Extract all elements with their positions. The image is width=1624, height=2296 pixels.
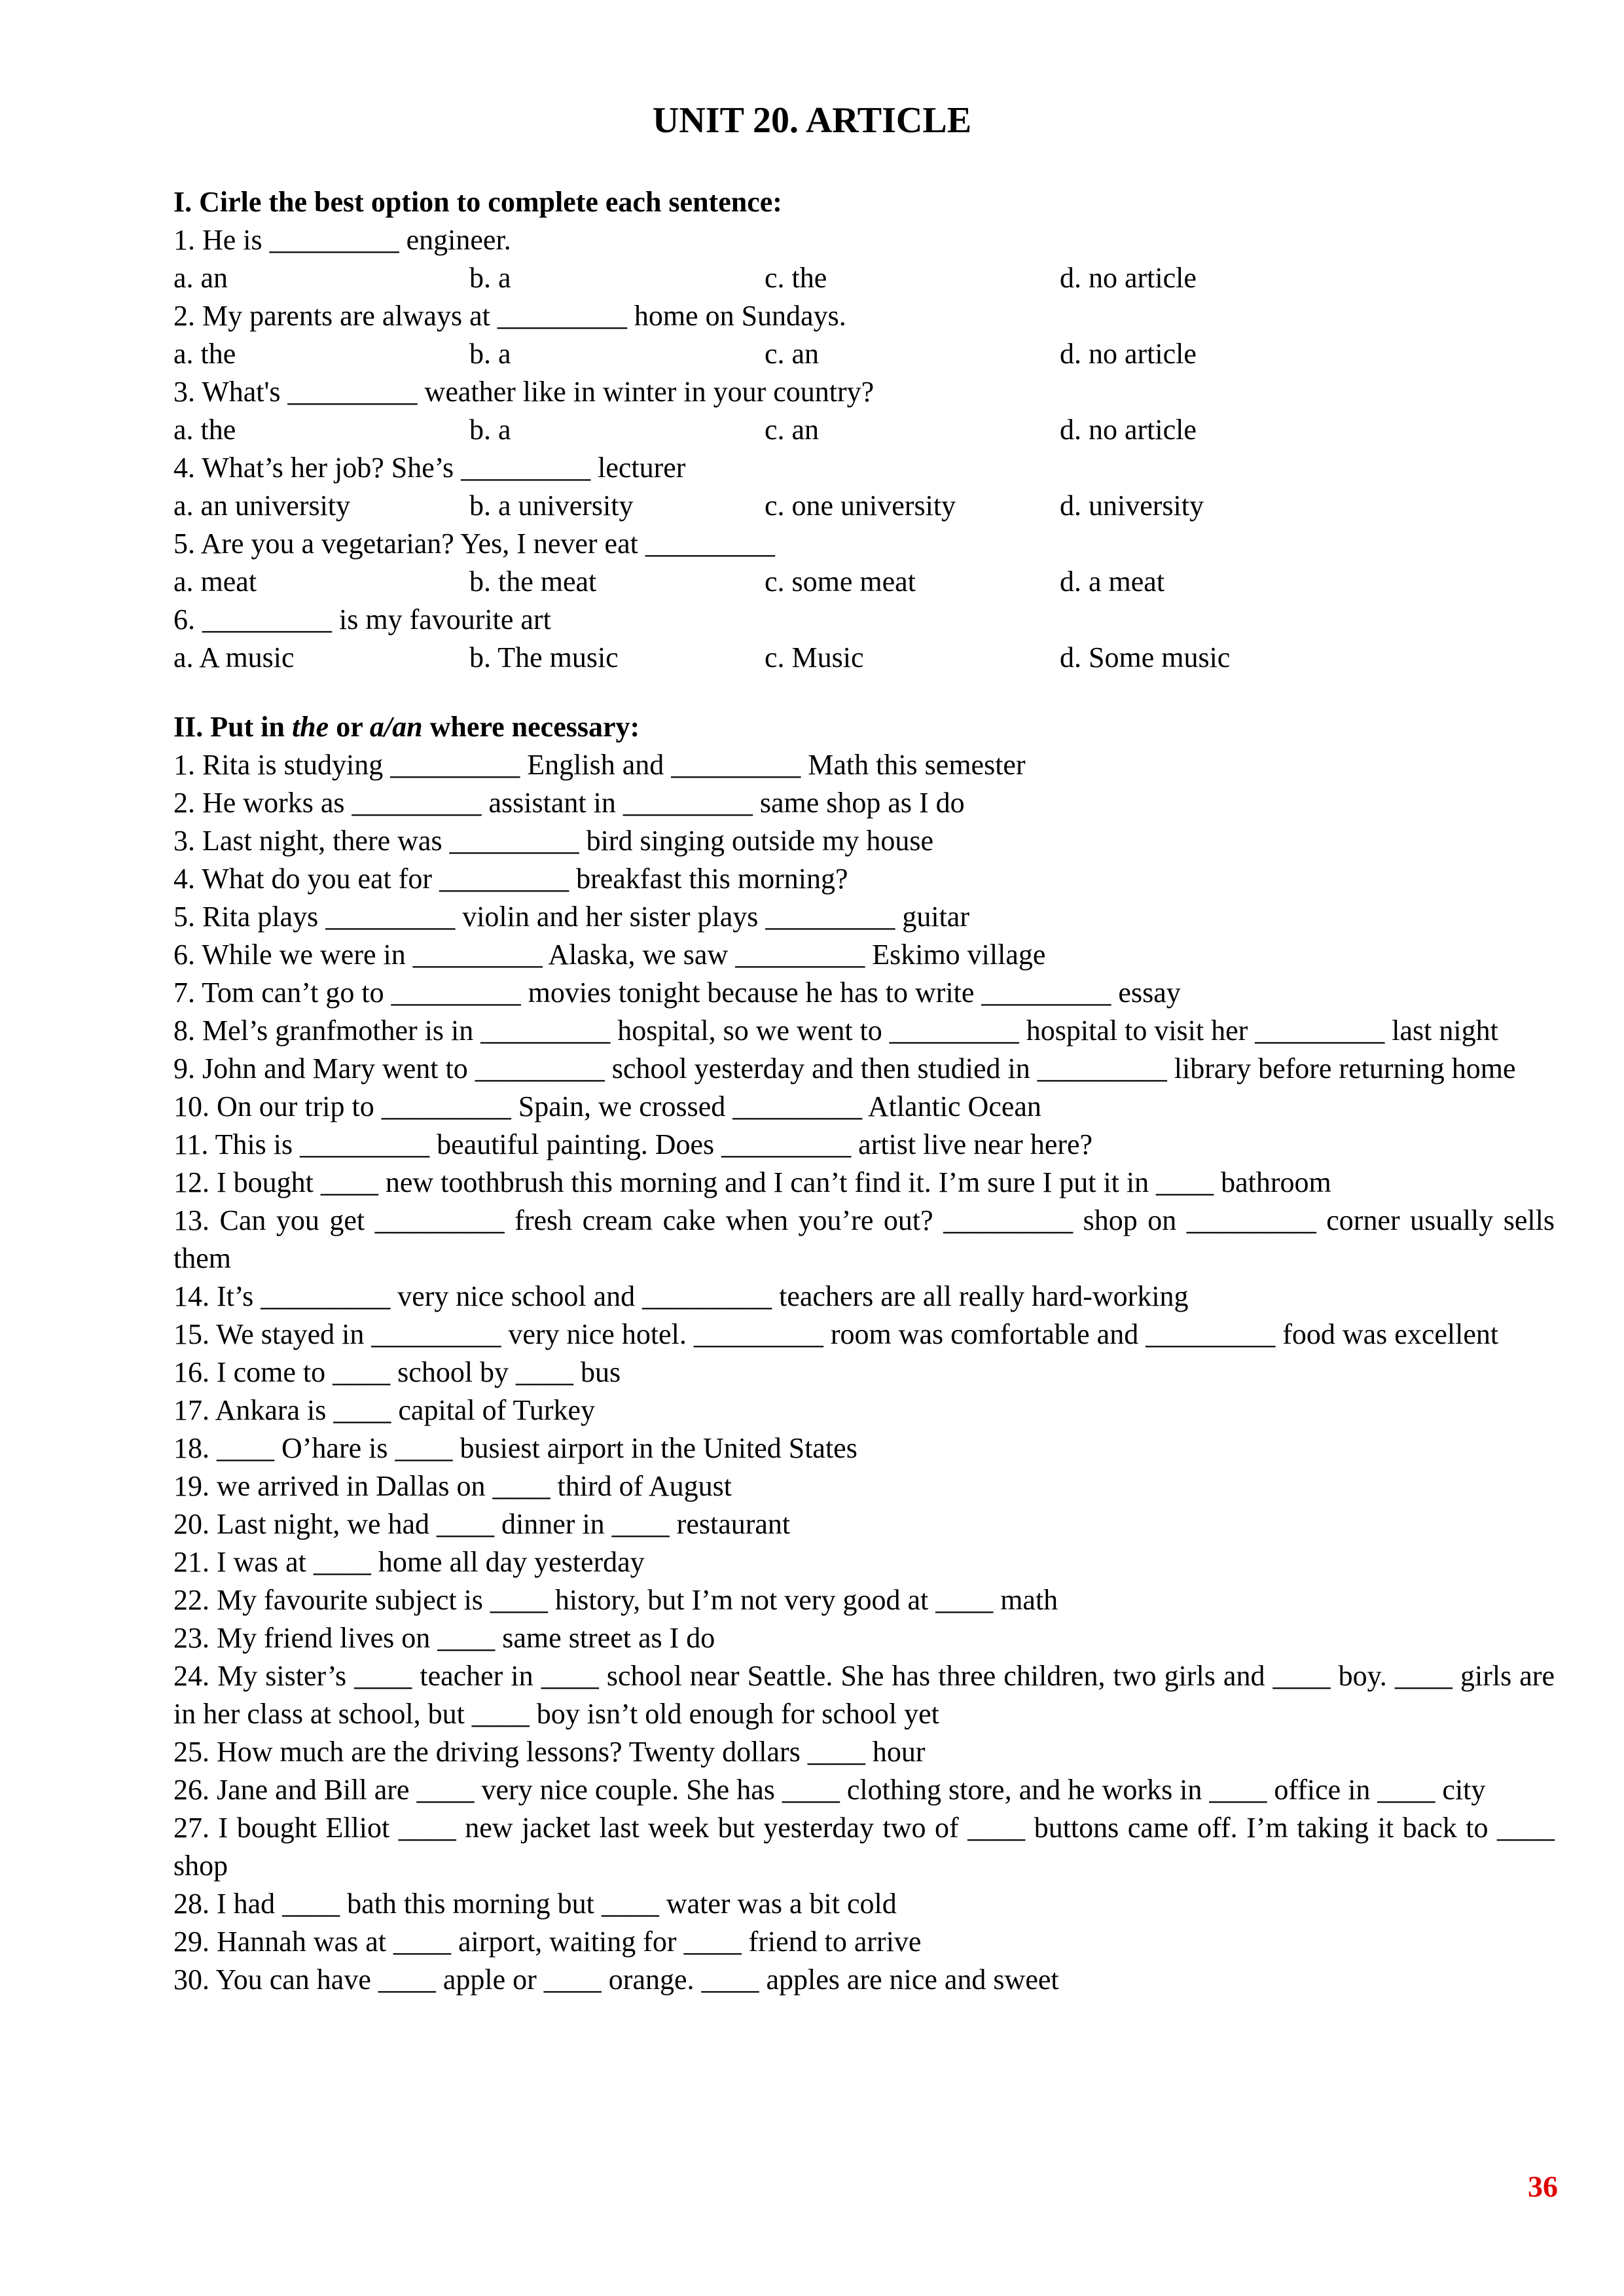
exercise-item: 16. I come to ____ school by ____ bus bbox=[173, 1356, 621, 1388]
exercise-item: 17. Ankara is ____ capital of Turkey bbox=[173, 1394, 596, 1426]
exercise-item: 13. Can you get _________ fresh cream cake when you’re out? _________ shop on _________ corner usually sells them bbox=[173, 1204, 1555, 1274]
exercise-item: 24. My sister’s ____ teacher in ____ school near Seattle. She has three children, two girls and ____ boy. ____ girls are in her class at school, but ____ boy isn’t old enough for school yet bbox=[173, 1660, 1555, 1730]
section-1-heading: I. Cirle the best option to complete each sentence: bbox=[173, 186, 782, 218]
option-b[interactable]: b. a bbox=[469, 262, 511, 294]
option-c[interactable]: c. an bbox=[765, 414, 820, 446]
option-b[interactable]: b. the meat bbox=[469, 565, 597, 598]
option-a[interactable]: a. an bbox=[173, 262, 228, 294]
exercise-item: 28. I had ____ bath this morning but ____ water was a bit cold bbox=[173, 1888, 897, 1920]
option-row bbox=[173, 487, 1555, 525]
option-c[interactable]: c. Music bbox=[765, 641, 864, 673]
exercise-item: 21. I was at ____ home all day yesterday bbox=[173, 1546, 645, 1578]
exercise-item: 22. My favourite subject is ____ history, but I’m not very good at ____ math bbox=[173, 1584, 1058, 1616]
option-d[interactable]: d. university bbox=[1060, 490, 1204, 522]
option-a[interactable]: a. A music bbox=[173, 641, 295, 673]
heading-a-an: a/an bbox=[369, 711, 423, 743]
question-text: 1. He is _________ engineer. bbox=[173, 224, 511, 256]
option-a[interactable]: a. the bbox=[173, 338, 236, 370]
exercise-item: 29. Hannah was at ____ airport, waiting for ____ friend to arrive bbox=[173, 1926, 922, 1958]
exercise-item: 30. You can have ____ apple or ____ orange. ____ apples are nice and sweet bbox=[173, 1964, 1059, 1996]
question-text: 5. Are you a vegetarian? Yes, I never eat _________ bbox=[173, 528, 775, 560]
option-a[interactable]: a. an university bbox=[173, 490, 351, 522]
option-d[interactable]: d. Some music bbox=[1060, 641, 1231, 673]
page-title: UNIT 20. ARTICLE bbox=[652, 100, 972, 141]
option-row bbox=[173, 259, 1555, 297]
exercise-item: 4. What do you eat for _________ breakfast this morning? bbox=[173, 863, 848, 895]
question-text: 4. What’s her job? She’s _________ lecturer bbox=[173, 452, 686, 484]
option-b[interactable]: b. The music bbox=[469, 641, 619, 673]
option-c[interactable]: c. an bbox=[765, 338, 820, 370]
exercise-item: 15. We stayed in _________ very nice hotel. _________ room was comfortable and _________ food was excellent bbox=[173, 1318, 1499, 1350]
question-text: 6. _________ is my favourite art bbox=[173, 603, 551, 636]
exercise-item: 3. Last night, there was _________ bird singing outside my house bbox=[173, 825, 933, 857]
option-b[interactable]: b. a bbox=[469, 414, 511, 446]
question-text: 3. What's _________ weather like in winter in your country? bbox=[173, 376, 875, 408]
exercise-item: 1. Rita is studying _________ English and _________ Math this semester bbox=[173, 749, 1026, 781]
heading-text-end: where necessary: bbox=[422, 711, 640, 743]
exercise-item: 6. While we were in _________ Alaska, we saw _________ Eskimo village bbox=[173, 939, 1046, 971]
exercise-item: 9. John and Mary went to _________ school yesterday and then studied in _________ library before returning home bbox=[173, 1052, 1516, 1085]
option-b[interactable]: b. a bbox=[469, 338, 511, 370]
exercise-item: 11. This is _________ beautiful painting. Does _________ artist live near here? bbox=[173, 1128, 1093, 1160]
section-2-heading bbox=[173, 708, 1555, 746]
exercise-item: 8. Mel’s granfmother is in _________ hospital, so we went to _________ hospital to visit her _________ last night bbox=[173, 1014, 1498, 1047]
option-row bbox=[173, 563, 1555, 601]
exercise-item: 2. He works as _________ assistant in _________ same shop as I do bbox=[173, 787, 965, 819]
exercise-item: 18. ____ O’hare is ____ busiest airport in the United States bbox=[173, 1432, 857, 1464]
exercise-item: 23. My friend lives on ____ same street as I do bbox=[173, 1622, 715, 1654]
exercise-item: 27. I bought Elliot ____ new jacket last week but yesterday two of ____ buttons came off. I’m taking it back to ____ shop bbox=[173, 1812, 1555, 1882]
option-d[interactable]: d. no article bbox=[1060, 414, 1197, 446]
option-c[interactable]: c. one university bbox=[765, 490, 956, 522]
option-row bbox=[173, 639, 1555, 677]
exercise-item: 7. Tom can’t go to _________ movies tonight because he has to write _________ essay bbox=[173, 977, 1181, 1009]
heading-the: the bbox=[291, 711, 329, 743]
heading-text: II. Put in bbox=[173, 711, 292, 743]
option-c[interactable]: c. some meat bbox=[765, 565, 916, 598]
exercise-item: 12. I bought ____ new toothbrush this morning and I can’t find it. I’m sure I put it in ____ bathroom bbox=[173, 1166, 1331, 1198]
section-multiple-choice bbox=[173, 183, 1555, 677]
question-text: 2. My parents are always at _________ home on Sundays. bbox=[173, 300, 846, 332]
exercise-item: 20. Last night, we had ____ dinner in ____ restaurant bbox=[173, 1508, 791, 1540]
exercise-item: 19. we arrived in Dallas on ____ third of August bbox=[173, 1470, 732, 1502]
option-a[interactable]: a. meat bbox=[173, 565, 257, 598]
exercise-item: 5. Rita plays _________ violin and her sister plays _________ guitar bbox=[173, 901, 969, 933]
option-a[interactable]: a. the bbox=[173, 414, 236, 446]
section-fill-articles bbox=[173, 708, 1555, 1999]
exercise-item: 26. Jane and Bill are ____ very nice couple. She has ____ clothing store, and he works in ____ office in ____ city bbox=[173, 1774, 1486, 1806]
option-b[interactable]: b. a university bbox=[469, 490, 634, 522]
heading-or: or bbox=[329, 711, 370, 743]
page-number: 36 bbox=[1528, 2170, 1558, 2203]
exercise-item: 14. It’s _________ very nice school and _________ teachers are all really hard-working bbox=[173, 1280, 1189, 1312]
option-d[interactable]: d. no article bbox=[1060, 338, 1197, 370]
exercise-item: 10. On our trip to _________ Spain, we crossed _________ Atlantic Ocean bbox=[173, 1090, 1041, 1122]
option-row bbox=[173, 411, 1555, 449]
option-d[interactable]: d. a meat bbox=[1060, 565, 1165, 598]
option-d[interactable]: d. no article bbox=[1060, 262, 1197, 294]
option-c[interactable]: c. the bbox=[765, 262, 827, 294]
option-row bbox=[173, 335, 1555, 373]
exercise-item: 25. How much are the driving lessons? Twenty dollars ____ hour bbox=[173, 1736, 926, 1768]
